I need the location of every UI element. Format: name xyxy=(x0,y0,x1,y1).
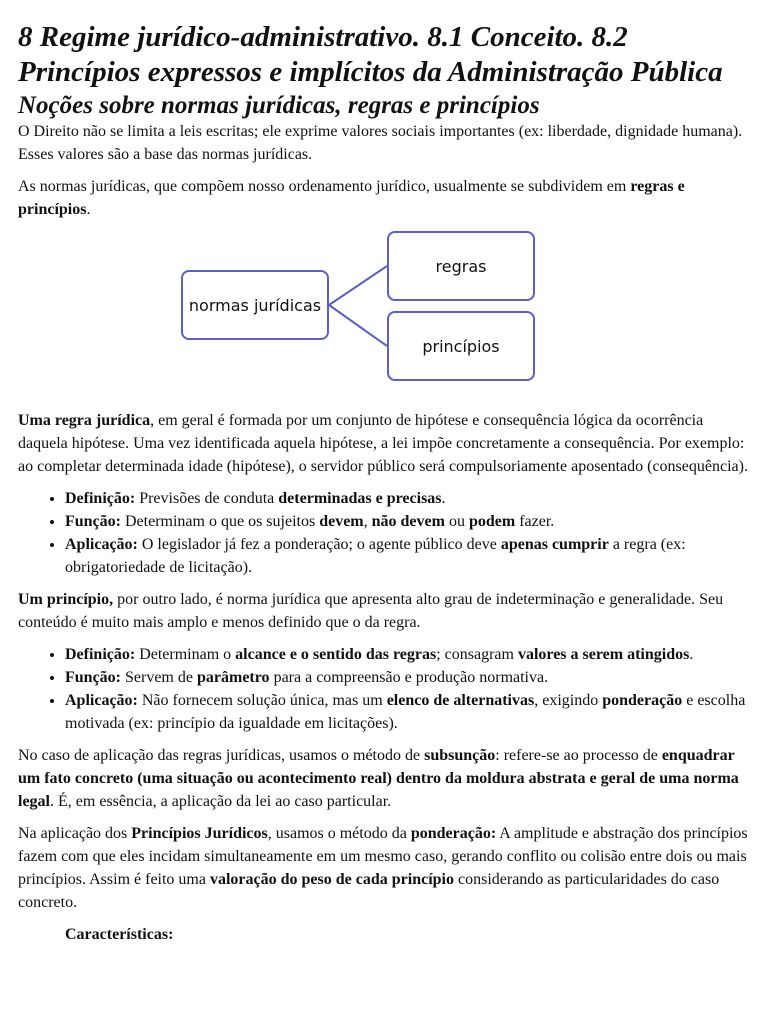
text-span: para a compreensão e produção normativa. xyxy=(269,669,549,686)
bold-span: ponderação xyxy=(602,692,683,709)
principio-paragraph xyxy=(18,588,750,634)
text-span: . xyxy=(689,646,694,663)
bold-span: Função: xyxy=(65,669,121,686)
text-span: . É, em essência, a aplicação da lei ao caso particular. xyxy=(50,793,392,810)
text-span: Determinam o que os sujeitos xyxy=(121,513,320,530)
text-span: Previsões de conduta xyxy=(135,490,279,507)
diagram-node-regras: regras xyxy=(387,231,535,301)
intro-paragraph: O Direito não se limita a leis escritas; ele exprime valores sociais importantes (ex: liberdade, dignidade humana). Esses valores são a base das normas jurídicas. xyxy=(18,123,743,163)
bold-span: Uma regra jurídica xyxy=(18,412,151,429)
list-item xyxy=(65,533,750,579)
text-span: , xyxy=(363,513,372,530)
bold-span: determinadas e precisas xyxy=(278,490,442,507)
connector-principios xyxy=(329,305,387,346)
bold-span: valores a serem atingidos xyxy=(517,646,690,663)
subsuncao-paragraph xyxy=(18,744,750,813)
connector-regras xyxy=(329,266,387,305)
text-span: ; consagram xyxy=(436,646,518,663)
bold-span: Definição: xyxy=(65,646,136,663)
text-span: , em geral é formada por um conjunto de hipótese e consequência lógica da ocorrência daquela hipótese. Uma vez identificada aquela hipótese, a lei impõe concretamente a consequência. Por exemplo: ao completar determinada idade (hipótese), o servidor público será compulsoriamente aposentado (consequência). xyxy=(18,412,748,475)
principio-list xyxy=(18,643,750,735)
bold-span: devem xyxy=(319,513,364,530)
list-item xyxy=(65,689,750,735)
text-span: , exigindo xyxy=(534,692,603,709)
bold-span: Função: xyxy=(65,513,121,530)
bold-span: subsunção xyxy=(424,747,496,764)
text-span: Servem de xyxy=(121,669,197,686)
bold-span: Um princípio, xyxy=(18,591,114,608)
list-item xyxy=(65,666,750,689)
list-item xyxy=(65,487,750,510)
text-span: , usamos o método da xyxy=(267,825,411,842)
text-span: Na aplicação dos xyxy=(18,825,132,842)
bold-span: regras e princípios xyxy=(18,178,685,218)
bold-span: Características: xyxy=(65,926,174,943)
bold-span: Princípios Jurídicos xyxy=(131,825,268,842)
diagram-connectors xyxy=(18,231,748,401)
list-item xyxy=(65,643,750,666)
section-subtitle: Noções sobre normas jurídicas, regras e princípios xyxy=(18,92,540,119)
bold-span: valoração do peso de cada princípio xyxy=(209,871,454,888)
bold-span: Aplicação: xyxy=(65,536,138,553)
text-span: No caso de aplicação das regras jurídicas, usamos o método de xyxy=(18,747,425,764)
text-span: considerando as particularidades do caso concreto. xyxy=(18,871,720,911)
text-span: a regra (ex: obrigatoriedade de licitação). xyxy=(65,536,686,576)
regra-list xyxy=(18,487,750,579)
diagram-node-normas-juridicas: normas jurídicas xyxy=(181,270,329,340)
page-title: 8 Regime jurídico-administrativo. 8.1 Conceito. 8.2 Princípios expressos e implícitos da Administração Pública xyxy=(18,21,723,88)
bold-span: Aplicação: xyxy=(65,692,138,709)
bold-span: parâmetro xyxy=(196,669,270,686)
normas-diagram xyxy=(18,231,750,401)
text-span: O legislador já fez a ponderação; o agente público deve xyxy=(137,536,501,553)
bold-span: enquadrar um fato concreto (uma situação ou acontecimento real) dentro da moldura abstrata e geral de uma norma legal xyxy=(18,747,739,810)
bold-span: alcance e o sentido das regras xyxy=(235,646,437,663)
caracteristicas-label xyxy=(65,923,750,946)
text-span: Não fornecem solução única, mas um xyxy=(137,692,387,709)
bold-span: apenas cumprir xyxy=(500,536,609,553)
regra-paragraph xyxy=(18,409,750,478)
bold-span: ponderação: xyxy=(410,825,497,842)
text-span: As normas jurídicas, que compõem nosso ordenamento jurídico, usualmente se subdividem em xyxy=(18,178,631,195)
text-span: . xyxy=(441,490,446,507)
text-span: . xyxy=(86,201,91,218)
diagram-node-principios: princípios xyxy=(387,311,535,381)
text-span: e escolha motivada (ex: princípio da igualdade em licitações). xyxy=(65,692,746,732)
ponderacao-paragraph xyxy=(18,822,750,914)
bold-span: podem xyxy=(468,513,516,530)
bold-span: Definição: xyxy=(65,490,136,507)
text-span: Determinam o xyxy=(135,646,236,663)
list-item xyxy=(65,510,750,533)
bold-span: não devem xyxy=(371,513,445,530)
text-span: ou xyxy=(444,513,469,530)
normas-paragraph xyxy=(18,175,750,221)
text-span: fazer. xyxy=(515,513,555,530)
text-span: : refere-se ao processo de xyxy=(495,747,662,764)
text-span: por outro lado, é norma jurídica que apresenta alto grau de indeterminação e generalidade. Seu conteúdo é muito mais amplo e menos definido que o da regra. xyxy=(18,591,724,631)
bold-span: elenco de alternativas xyxy=(386,692,535,709)
text-span: A amplitude e abstração dos princípios fazem com que eles incidam simultaneamente em um mesmo caso, gerando conflito ou colisão entre dois ou mais princípios. Assim é feito uma xyxy=(18,825,748,888)
